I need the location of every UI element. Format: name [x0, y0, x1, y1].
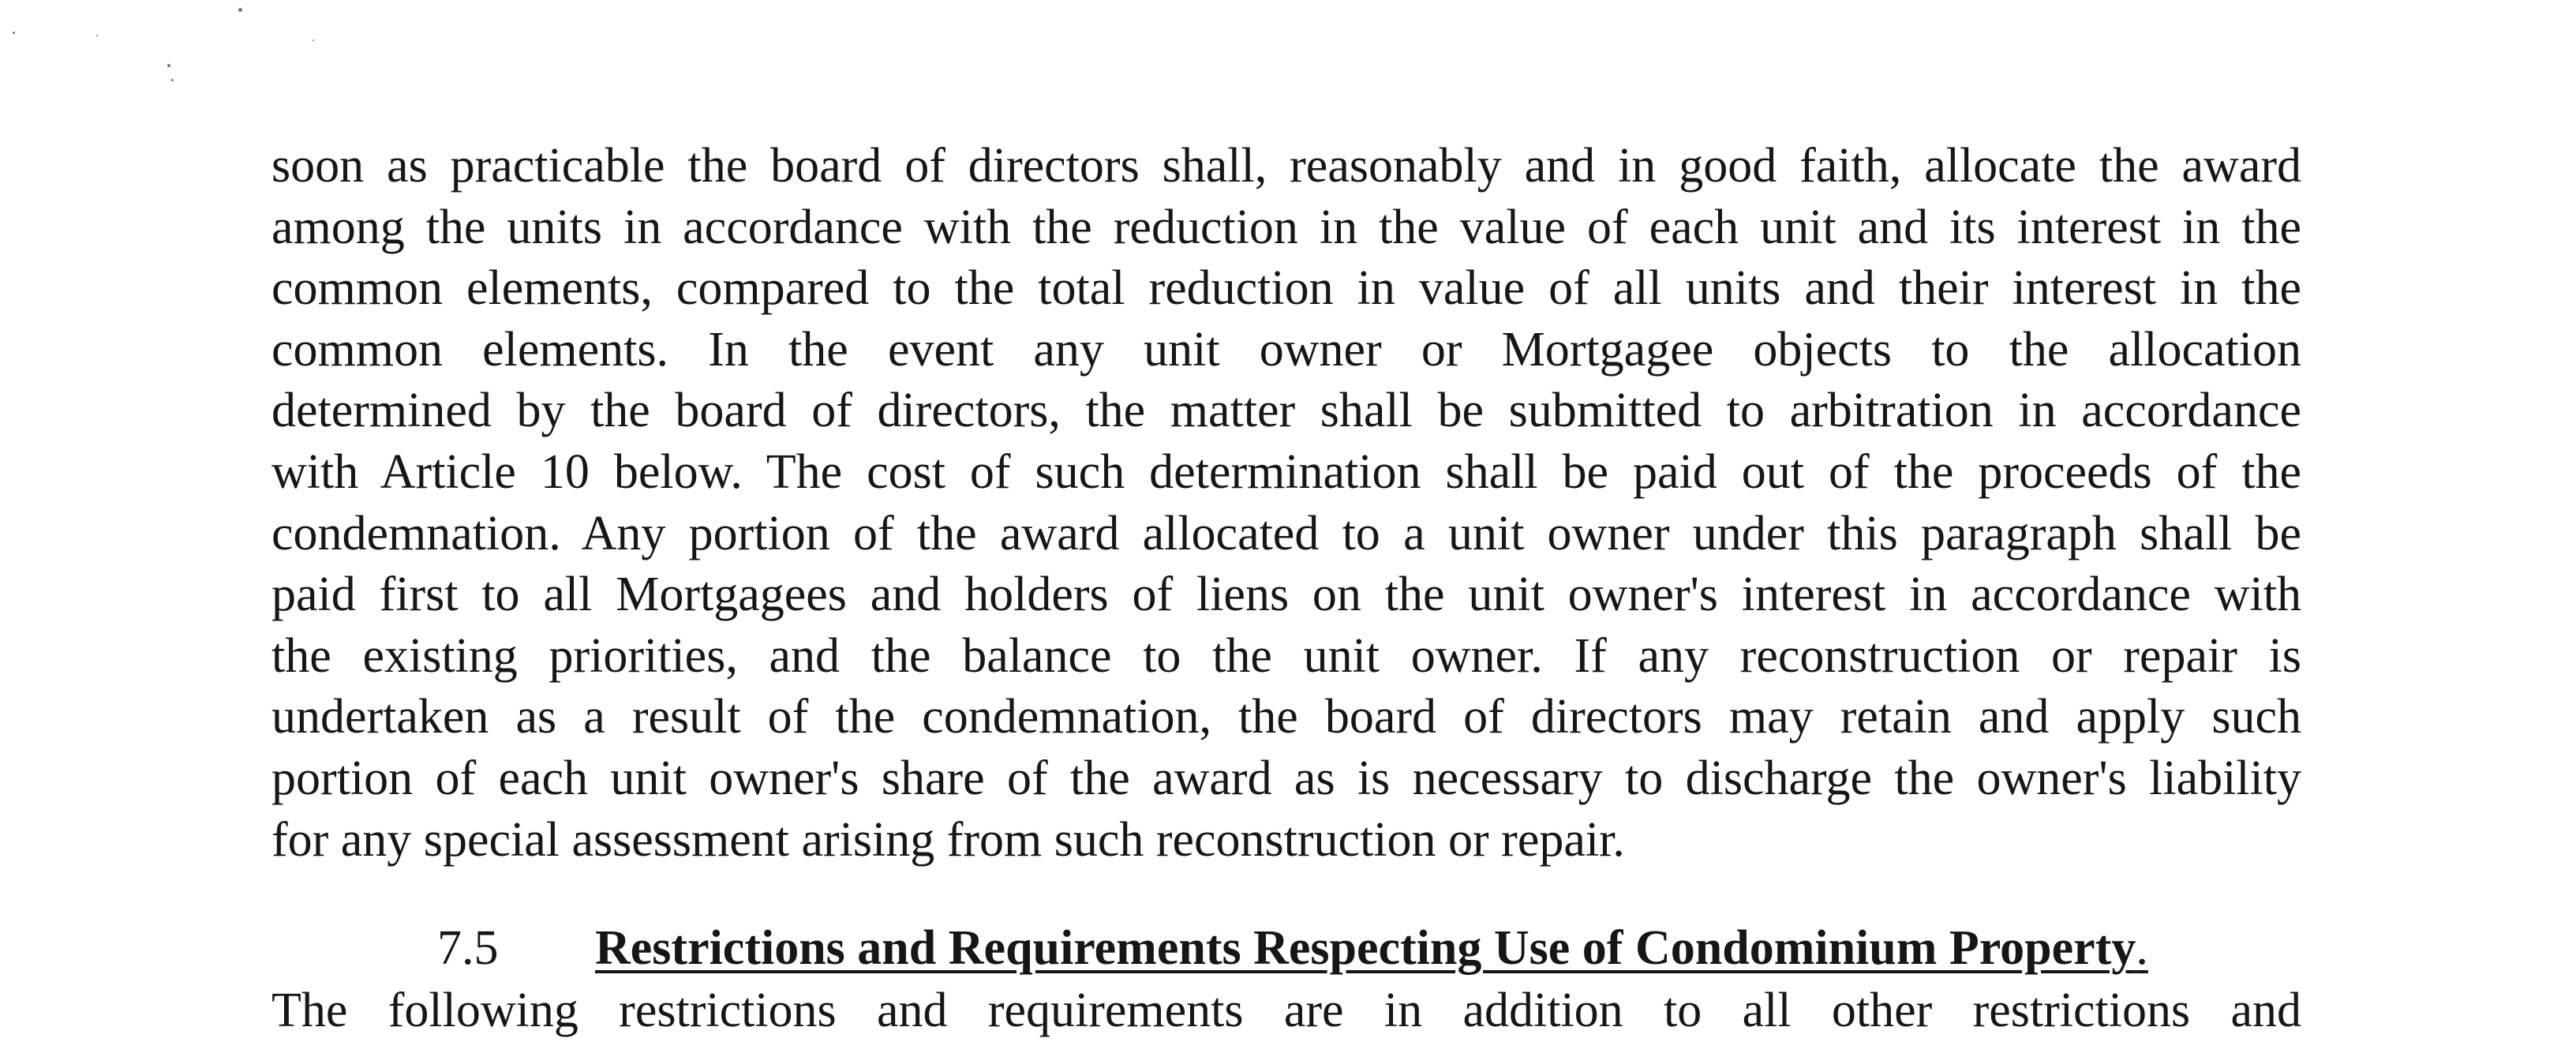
paragraph-line: determined by the board of directors, the matter shall be submitted to arbitration in accordance — [271, 384, 2301, 438]
paragraph-line: with Article 10 below. The cost of such determination shall be paid out of the proceeds of the — [271, 444, 2301, 499]
section-title-text: Restrictions and Requirements Respecting Use of Condominium Property — [595, 921, 2136, 975]
scan-speck — [171, 79, 174, 81]
scan-speck — [167, 64, 170, 67]
paragraph-line: paid first to all Mortgagees and holders of liens on the unit owner's interest in accordance with — [271, 568, 2301, 622]
scan-speck — [13, 32, 15, 34]
cutoff-paragraph-line: The following restrictions and requirements are in addition to all other restrictions and — [271, 984, 2301, 1037]
condemnation-paragraph — [271, 136, 2301, 871]
paragraph-line: condemnation. Any portion of the award allocated to a unit owner under this paragraph shall be — [271, 506, 2301, 560]
section-title-period: . — [2136, 921, 2148, 975]
paragraph-line: soon as practicable the board of directors shall, reasonably and in good faith, allocate the award — [271, 139, 2301, 193]
paragraph-line: for any special assessment arising from such reconstruction or repair. — [271, 812, 1625, 867]
scan-speck — [96, 35, 98, 36]
paragraph-line: among the units in accordance with the reduction in the value of each unit and its interest in the — [271, 200, 2301, 254]
paragraph-line: the existing priorities, and the balance to the unit owner. If any reconstruction or repair is — [271, 628, 2301, 683]
paragraph-line: common elements. In the event any unit owner or Mortgagee objects to the allocation — [271, 322, 2301, 377]
paragraph-line: portion of each unit owner's share of the award as is necessary to discharge the owner's liability — [271, 751, 2301, 805]
scan-speck — [238, 8, 242, 12]
section-title — [595, 918, 2148, 980]
scan-speck — [313, 39, 314, 41]
section-number: 7.5 — [437, 921, 499, 975]
paragraph-line: undertaken as a result of the condemnation, the board of directors may retain and apply such — [271, 690, 2301, 744]
paragraph-line: common elements, compared to the total reduction in value of all units and their interest in the — [271, 261, 2301, 316]
